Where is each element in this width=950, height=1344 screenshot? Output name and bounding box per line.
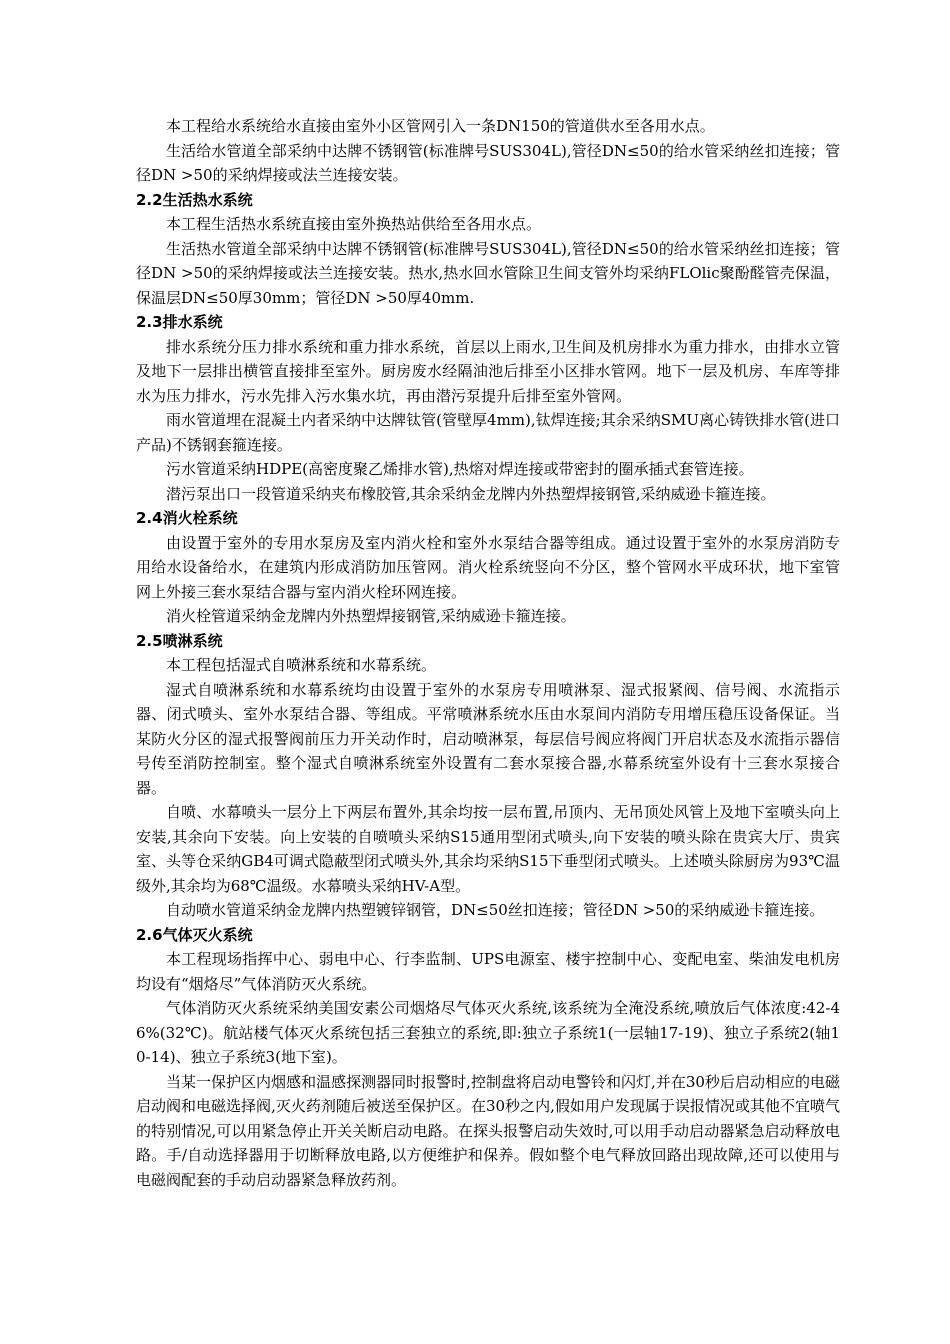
section-heading: 2.6气体灭火系统 [136,925,253,944]
paragraph: 当某一保护区内烟感和温感探测器同时报警时,控制盘将启动电警铃和闪灯,并在30秒后启动相应的电磁启动阀和电磁选择阀,灭火药剂随后被送至保护区。在30秒之内,假如用户发现属于误报情况或其他不宜喷气的特别情况,可以用紧急停止开关关断启动电路。在探头报警启动失效时,可以用手动启动器紧急启动释放电路。手/自动选择器用于切断释放电路,以方便维护和保养。假如整个电气释放回路出现故障,还可以使用与电磁阀配套的手动启动器紧急释放药剂。 [136,1072,840,1189]
paragraph: 由设置于室外的专用水泵房及室内消火栓和室外水泵结合器等组成。通过设置于室外的水泵房消防专用给水设备给水，在建筑内形成消防加压管网。消火栓系统竖向不分区，整个管网水平成环状，地下室管网上外接三套水泵结合器与室内消火栓环网连接。 [136,533,840,601]
paragraph: 生活给水管道全部采纳中达牌不锈钢管(标准牌号SUS304L),管径DN≤50的给水管采纳丝扣连接；管径DN >50的采纳焊接或法兰连接安装。 [136,141,840,184]
paragraph: 气体消防灭火系统采纳美国安素公司烟烙尽气体灭火系统,该系统为全淹没系统,喷放后气体浓度:42-46%(32℃)。航站楼气体灭火系统包括三套独立的系统,即:独立子系统1(一层轴17-19)、独立子系统2(轴10-14)、独立子系统3(地下室)。 [136,999,840,1066]
section-heading: 2.3排水系统 [136,313,223,331]
section-heading: 2.2生活热水系统 [136,190,253,209]
paragraph: 本工程包括湿式自喷淋系统和水幕系统。 [166,656,437,674]
paragraph: 雨水管道埋在混凝土内者采纳中达牌钛管(管壁厚4mm),钛焊连接;其余采纳SMU离心铸铁排水管(进口产品)不锈钢套箍连接。 [136,411,840,454]
paragraph: 污水管道采纳HDPE(高密度聚乙烯排水管),热熔对焊连接或带密封的圈承插式套管连接。 [166,460,754,478]
paragraph: 消火栓管道采纳金龙牌内外热塑焊接钢管,采纳威逊卡箍连接。 [166,607,576,625]
paragraph: 本工程现场指挥中心、弱电中心、行李监制、UPS电源室、楼宇控制中心、变配电室、柴油发电机房均设有“烟烙尽”气体消防灭火系统。 [136,950,840,993]
paragraph: 湿式自喷淋系统和水幕系统均由设置于室外的水泵房专用喷淋泵、湿式报紧阀、信号阀、水流指示器、闭式喷头、室外水泵结合器、等组成。平常喷淋系统水压由水泵间内消防专用增压稳压设备保证。当某防火分区的湿式报警阀前压力开关动作时，启动喷淋泵，每层信号阀应将阀门开启状态及水流指示器信号传至消防控制室。整个湿式自喷淋系统室外设置有二套水泵接合器,水幕系统室外设有十三套水泵接合器。 [136,680,840,797]
section-heading: 2.5喷淋系统 [136,631,223,650]
paragraph: 排水系统分压力排水系统和重力排水系统，首层以上雨水,卫生间及机房排水为重力排水，由排水立管及地下一层排出横管直接排至室外。厨房废水经隔油池后排至小区排水管网。地下一层及机房、车库等排水为压力排水，污水先排入污水集水坑，再由潜污泵提升后排至室外管网。 [136,337,840,405]
paragraph: 本工程给水系统给水直接由室外小区管网引入一条DN150的管道供水至各用水点。 [166,117,715,135]
paragraph: 自喷、水幕喷头一层分上下两层布置外,其余均按一层布置,吊顶内、无吊顶处风管上及地下室喷头向上安装,其余向下安装。向上安装的自喷喷头采纳S15通用型闭式喷头,向下安装的喷头除在贵宾大厅、贵宾室、头等仓采纳GB4可调式隐蔽型闭式喷头外,其余均采纳S15下垂型闭式喷头。上述喷头除厨房为93℃温级外,其余均为68℃温级。水幕喷头采纳HV-A型。 [136,803,840,895]
paragraph: 自动喷水管道采纳金龙牌内热塑镀锌钢管，DN≤50丝扣连接；管径DN >50的采纳威逊卡箍连接。 [166,901,825,919]
paragraph: 本工程生活热水系统直接由室外换热站供给至各用水点。 [166,215,542,233]
section-heading: 2.4消火栓系统 [136,509,238,527]
document-page [136,114,840,1192]
paragraph: 潜污泵出口一段管道采纳夹布橡胶管,其余采纳金龙牌内外热塑焊接钢管,采纳威逊卡箍连接。 [166,484,776,503]
paragraph: 生活热水管道全部采纳中达牌不锈钢管(标准牌号SUS304L),管径DN≤50的给水管采纳丝扣连接；管径DN >50的采纳焊接或法兰连接安装。热水,热水回水管除卫生间支管外均采纳FLOlic聚酚醛管壳保温，保温层DN≤50厚30mm；管径DN >50厚40mm. [136,239,840,307]
